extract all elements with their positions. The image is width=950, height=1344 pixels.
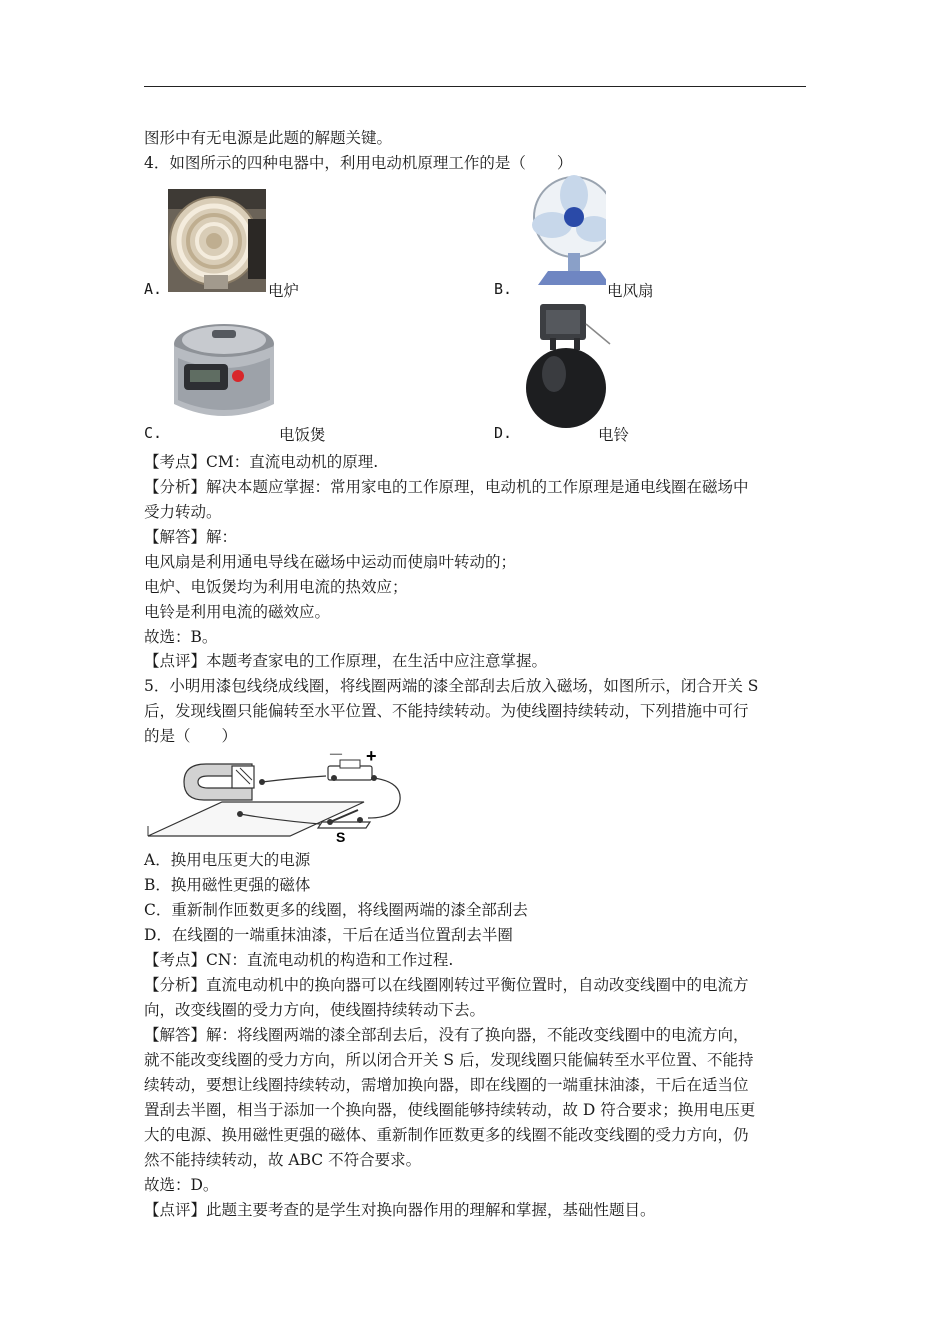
q4-fenxi-line-2: 受力转动。 (144, 503, 222, 521)
electric-fan-image (524, 173, 606, 291)
q4-jieda-heading: 【解答】解： (144, 528, 238, 546)
q5-dianping: 【点评】此题主要考查的是学生对换向器作用的理解和掌握，基础性题目。 (144, 1201, 656, 1219)
motor-circuit-figure (144, 748, 406, 844)
q5-stem-line-3: 的是（ ） (144, 727, 238, 745)
q4-jieda-line-1: 电风扇是利用通电导线在磁场中运动而使扇叶转动的； (144, 553, 517, 571)
q4-option-a-label: 电炉 (268, 282, 300, 300)
q4-jieda-line-2: 电炉、电饭煲均为利用电流的热效应； (144, 578, 408, 596)
q4-answer: 故选：B。 (144, 628, 218, 646)
q4-option-b-letter: B. (494, 280, 513, 298)
q4-option-c-letter: C. (144, 424, 163, 442)
q5-stem-line-2: 后，发现线圈只能偏转至水平位置、不能持续转动。为使线圈持续转动，下列措施中可行 (144, 702, 749, 720)
q4-option-d-label: 电铃 (598, 426, 630, 444)
q4-kaodian: 【考点】CM：直流电动机的原理. (144, 453, 379, 471)
battery-plus-label: + (366, 748, 377, 766)
prev-conclusion: 图形中有无电源是此题的解题关键。 (144, 129, 393, 147)
q5-jieda-line-5: 大的电源、换用磁性更强的磁体、重新制作匝数更多的线圈不能改变线圈的受力方向，仍 (144, 1126, 749, 1144)
q5-option-a: A．换用电压更大的电源 (144, 851, 311, 869)
q5-fenxi-line-1: 【分析】直流电动机中的换向器可以在线圈刚转过平衡位置时，自动改变线圈中的电流方 (144, 976, 749, 994)
q5-fenxi-line-2: 向，改变线圈的受力方向，使线圈持续转动下去。 (144, 1001, 486, 1019)
q5-jieda-line-1: 【解答】解：将线圈两端的漆全部刮去后，没有了换向器，不能改变线圈中的电流方向， (144, 1026, 749, 1044)
q4-option-b-label: 电风扇 (607, 282, 654, 300)
q4-fenxi-line-1: 【分析】解决本题应掌握：常用家电的工作原理，电动机的工作原理是通电线圈在磁场中 (144, 478, 749, 496)
electric-stove-image (168, 189, 266, 292)
electric-bell-image (520, 304, 612, 430)
q5-option-b: B．换用磁性更强的磁体 (144, 876, 311, 894)
q5-jieda-line-2: 就不能改变线圈的受力方向，所以闭合开关 S 后，发现线圈只能偏转至水平位置、不能持 (144, 1051, 754, 1069)
q4-option-a-letter: A. (144, 280, 163, 298)
q5-option-c: C．重新制作匝数更多的线圈，将线圈两端的漆全部刮去 (144, 901, 528, 919)
switch-s-label: S (336, 829, 346, 844)
q5-kaodian: 【考点】CN：直流电动机的构造和工作过程. (144, 951, 454, 969)
q5-jieda-line-4: 置刮去半圈，相当于添加一个换向器，使线圈能够持续转动，故 D 符合要求；换用电压更 (144, 1101, 756, 1119)
q4-option-c-label: 电饭煲 (279, 426, 326, 444)
q5-jieda-line-6: 然不能持续转动，故 ABC 不符合要求。 (144, 1151, 422, 1169)
q4-stem: 4．如图所示的四种电器中，利用电动机原理工作的是（ ） (144, 154, 573, 172)
battery-minus-label: － (328, 748, 345, 764)
rice-cooker-image (168, 318, 280, 424)
q4-jieda-line-3: 电铃是利用电流的磁效应。 (144, 603, 331, 621)
q4-option-d-letter: D. (494, 424, 513, 442)
q5-option-d: D．在线圈的一端重抹油漆，干后在适当位置刮去半圈 (144, 926, 513, 944)
q5-stem-line-1: 5．小明用漆包线绕成线圈，将线圈两端的漆全部刮去后放入磁场，如图所示，闭合开关 S (144, 677, 759, 695)
q4-dianping: 【点评】本题考查家电的工作原理，在生活中应注意掌握。 (144, 652, 548, 670)
q5-answer: 故选：D。 (144, 1176, 219, 1194)
header-rule (144, 86, 806, 87)
q5-jieda-line-3: 续转动，要想让线圈持续转动，需增加换向器，即在线圈的一端重抹油漆，干后在适当位 (144, 1076, 749, 1094)
